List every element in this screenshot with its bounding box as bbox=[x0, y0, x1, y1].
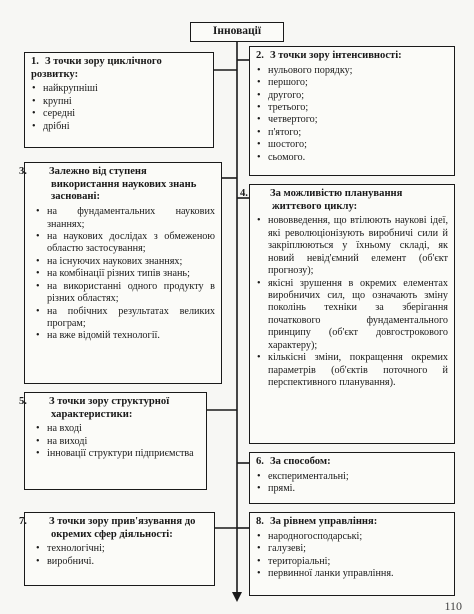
list-item: • четвертого; bbox=[256, 114, 448, 126]
list-item: • середні bbox=[31, 108, 207, 120]
list-item: • народногосподарські; bbox=[256, 531, 448, 543]
list-item: • первинної ланки управління. bbox=[256, 568, 448, 580]
box-intensity bbox=[249, 46, 455, 176]
item-list bbox=[256, 531, 448, 581]
list-item: • третього; bbox=[256, 102, 448, 114]
list-item: • дрібні bbox=[31, 121, 207, 133]
box-management-level bbox=[249, 512, 455, 596]
box-title: 8. За рівнем управління: bbox=[256, 516, 378, 527]
list-item: • на вході bbox=[35, 423, 200, 435]
list-item: • на побічних результатах великих програм; bbox=[35, 306, 215, 331]
list-item: • на виході bbox=[35, 436, 200, 448]
list-item: • галузеві; bbox=[256, 543, 448, 555]
list-item: • кількісні зміни, покращення окремих параметрів (об'єктів поточного й перспективного планування). bbox=[256, 352, 448, 389]
box-title: 3. Залежно від ступеня використання наукових знань засновані: bbox=[19, 166, 197, 203]
list-item: • на вже відомій технології. bbox=[35, 330, 215, 342]
list-item: • другого; bbox=[256, 90, 448, 102]
list-item: • на використанні одного продукту в різних областях; bbox=[35, 281, 215, 306]
page-number: 110 bbox=[444, 599, 462, 613]
box-structural-characteristic bbox=[19, 392, 207, 490]
list-item: • виробничі. bbox=[35, 556, 208, 568]
item-list bbox=[31, 83, 207, 133]
list-item: • інновації структури підприємства bbox=[35, 448, 200, 460]
list-item: • експериментальні; bbox=[256, 471, 448, 483]
list-item: • сьомого. bbox=[256, 152, 448, 164]
item-list bbox=[256, 65, 448, 165]
list-item: • нововведення, що втілюють наукові ідеї, які революціонізують виробничі сили й закріплюються у їхньому складі, як новий невід'ємний елемент (об'єкт прогнозу); bbox=[256, 215, 448, 277]
diagram-title: Інновації bbox=[190, 22, 284, 42]
item-list bbox=[35, 206, 215, 343]
box-method bbox=[249, 452, 455, 504]
box-title: 2. З точки зору інтенсивності: bbox=[256, 50, 402, 61]
list-item: • крупні bbox=[31, 96, 207, 108]
box-title: 1. З точки зору циклічного розвитку: bbox=[31, 56, 162, 80]
box-title: 4. За можливістю планування життєвого циклу: bbox=[240, 188, 403, 212]
list-item: • шостого; bbox=[256, 139, 448, 151]
item-list bbox=[35, 543, 208, 568]
list-item: • територіальні; bbox=[256, 556, 448, 568]
box-cyclic-development bbox=[24, 52, 214, 148]
list-item: • якісні зрушення в окремих елементах виробничих сил, що означають зміну поколінь техніки за зберігання початкового фундаментального принципу (об'єкт довгострокового характеру); bbox=[256, 278, 448, 353]
list-item: • на фундаментальних наукових знаннях; bbox=[35, 206, 215, 231]
list-item: • нульового порядку; bbox=[256, 65, 448, 77]
list-item: • на наукових дослідах з обмеженою областю застосування; bbox=[35, 231, 215, 256]
box-scientific-knowledge bbox=[19, 162, 222, 384]
spine-arrowhead bbox=[232, 592, 242, 602]
box-title: 5. З точки зору структурної характеристики: bbox=[19, 396, 170, 420]
list-item: • прямі. bbox=[256, 483, 448, 495]
box-title: 7. З точки зору прив'язування до окремих сфер діяльності: bbox=[19, 516, 196, 540]
list-item: • технологічні; bbox=[35, 543, 208, 555]
list-item: • п'ятого; bbox=[256, 127, 448, 139]
item-list bbox=[35, 423, 200, 460]
box-title: 6. За способом: bbox=[256, 456, 331, 467]
list-item: • першого; bbox=[256, 77, 448, 89]
box-activity-spheres bbox=[19, 512, 215, 586]
item-list bbox=[256, 215, 448, 389]
item-list bbox=[256, 471, 448, 496]
box-lifecycle-planning bbox=[240, 184, 455, 444]
list-item: • на існуючих наукових знаннях; bbox=[35, 256, 215, 268]
list-item: • на комбінації різних типів знань; bbox=[35, 268, 215, 280]
list-item: • найкрупніші bbox=[31, 83, 207, 95]
